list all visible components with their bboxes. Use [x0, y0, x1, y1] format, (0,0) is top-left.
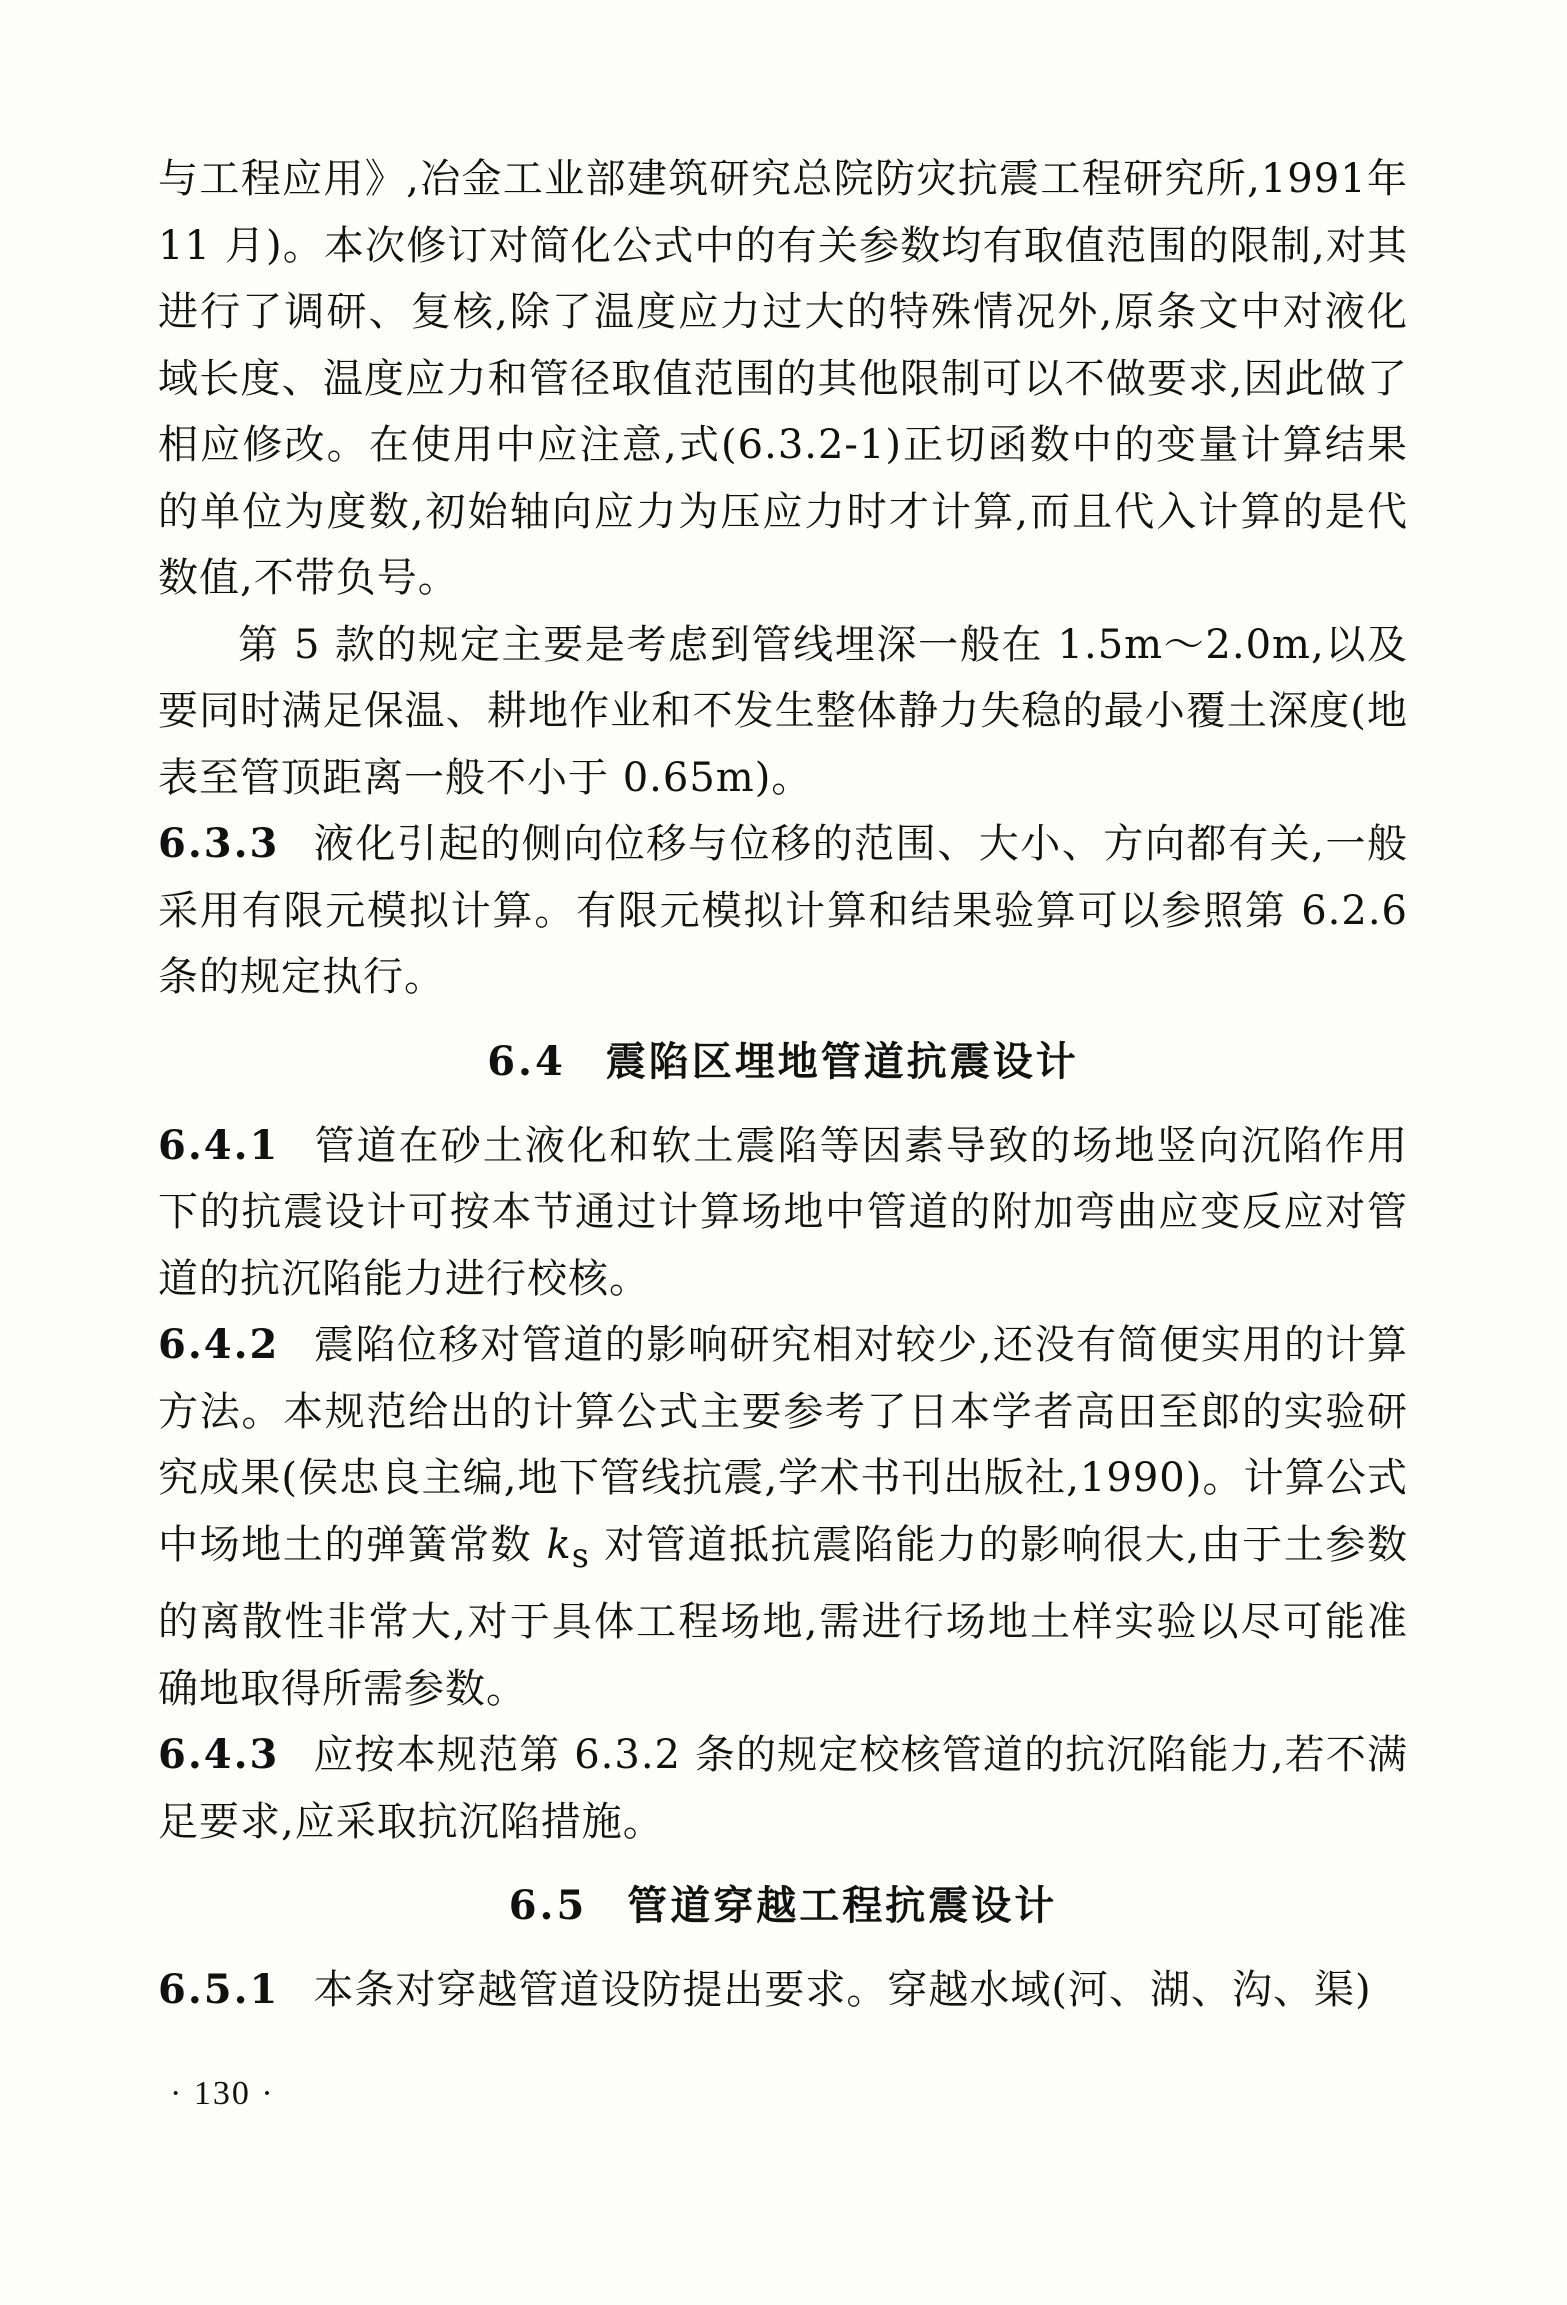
clause-6-4-3 — [158, 1722, 1408, 1855]
clause-6-3-3 — [158, 811, 1408, 1011]
clause-number: 6.4.3 — [158, 1731, 280, 1778]
section-title: 震陷区埋地管道抗震设计 — [605, 1037, 1079, 1085]
paragraph-continued: 与工程应用》,冶金工业部建筑研究总院防灾抗震工程研究所,1991年 11 月)。本次修订对简化公式中的有关参数均有取值范围的限制,对其进行了调研、复核,除了温度应力过大的特殊情况外,原条文中对液化域长度、温度应力和管径取值范围的其他限制可以不做要求,因此做了相应修改。在使用中应注意,式(6.3.2-1)正切函数中的变量计算结果的单位为度数,初始轴向应力为压应力时才计算,而且代入计算的是代数值,不带负号。 — [158, 156, 1408, 601]
clause-text: 管道在砂土液化和软土震陷等因素导致的场地竖向沉陷作用下的抗震设计可按本节通过计算场地中管道的附加弯曲应变反应对管道的抗沉陷能力进行校核。 — [158, 1122, 1408, 1302]
clause-number: 6.4.2 — [158, 1321, 280, 1368]
section-title: 管道穿越工程抗震设计 — [627, 1882, 1058, 1929]
clause-number: 6.5.1 — [158, 1966, 280, 2013]
clause-number: 6.3.3 — [158, 820, 280, 867]
clause-text: 本条对穿越管道设防提出要求。穿越水域(河、湖、沟、渠) — [313, 1967, 1372, 2013]
clause-text-part-b: 对管道抵抗震陷能力的影响很大,由于土参数的离散性非常大,对于具体工程场地,需进行场地土样实验以尽可能准确地取得所需参数。 — [158, 1521, 1408, 1712]
body-text — [158, 146, 1408, 2024]
clause-6-4-1 — [158, 1113, 1408, 1313]
clause-text-part-a: 震陷位移对管道的影响研究相对较少,还没有简便实用的计算方法。本规范给出的计算公式主要参考了日本学者高田至郎的实验研究成果(侯忠良主编,地下管线抗震,学术书刊出版社,1990)。计算公式中场地土的弹簧常数 — [158, 1322, 1408, 1568]
clause-6-4-2 — [158, 1312, 1408, 1722]
section-number: 6.5 — [508, 1882, 588, 1929]
clause-number: 6.4.1 — [158, 1121, 280, 1169]
clause-text: 应按本规范第 6.3.2 条的规定校核管道的抗沉陷能力,若不满足要求,应采取抗沉陷措施。 — [158, 1732, 1408, 1845]
clause-6-5-1 — [158, 1957, 1408, 2024]
section-heading-6-5 — [158, 1873, 1408, 1939]
section-heading-6-4 — [158, 1029, 1408, 1095]
page-number: · 130 · — [170, 2075, 275, 2112]
spring-constant-symbol: k — [546, 1521, 572, 1568]
paragraph-clause-5-note: 第 5 款的规定主要是考虑到管线埋深一般在 1.5m～2.0m,以及要同时满足保温、耕地作业和不发生整体静力失稳的最小覆土深度(地表至管顶距离一般不小于 0.65m)。 — [158, 621, 1408, 801]
section-number: 6.4 — [487, 1037, 566, 1085]
clause-text: 液化引起的侧向位移与位移的范围、大小、方向都有关,一般采用有限元模拟计算。有限元模拟计算和结果验算可以参照第 6.2.6 条的规定执行。 — [158, 821, 1408, 1000]
spring-constant-subscript: s — [571, 1535, 590, 1575]
